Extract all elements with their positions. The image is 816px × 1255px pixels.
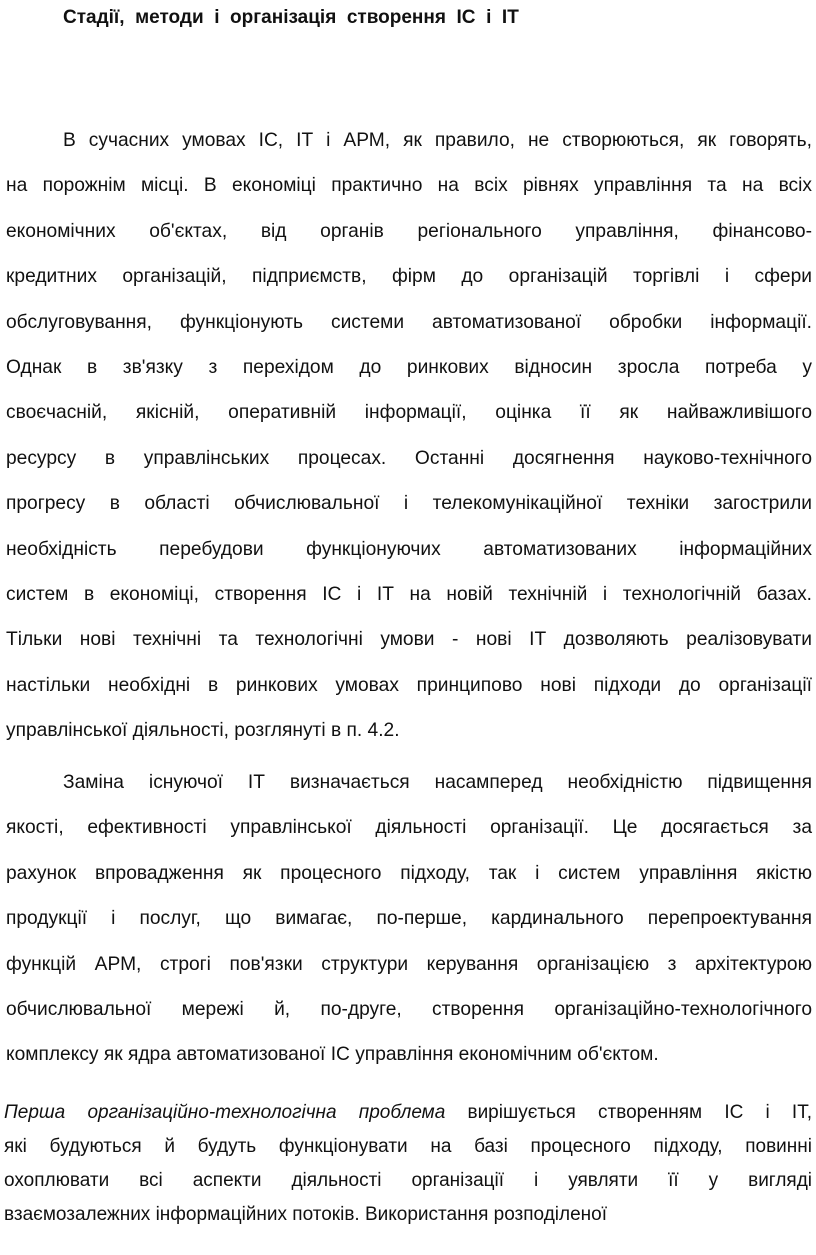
text-line — [4, 1096, 812, 1130]
text-line: Однак в зв'язку з перехідом до ринкових відносин зросла потреба у — [6, 356, 812, 378]
text-line: Тільки нові технічні та технологічні умови - нові ІТ дозволяють реалізовувати — [6, 629, 812, 651]
text-line: В сучасних умовах ІС, ІТ і АРМ, як правило, не створюються, як говорять, — [63, 130, 812, 151]
document-title: Стадії, методи і організація створення ІС і ІТ — [63, 7, 519, 28]
paragraph-1 — [6, 118, 812, 753]
text-line: кредитних організацій, підприємств, фірм до організацій торгівлі і сфери — [6, 266, 812, 288]
text-line: які будуються й будуть функціонувати на базі процесного підходу, повинні — [4, 1136, 812, 1157]
text-line: продукції і послуг, що вимагає, по-перше, кардинального перепроектування — [6, 908, 812, 930]
text-line: прогресу в області обчислювальної і телекомунікаційної техніки загострили — [6, 493, 812, 515]
text-line: необхідність перебудови функціонуючих автоматизованих інформаційних — [6, 538, 812, 560]
paragraph-2 — [6, 760, 812, 1078]
text-line: комплексу як ядра автоматизованої ІС управління економічним об'єктом. — [6, 1044, 659, 1066]
text-line: рахунок впровадження як процесного підходу, так і систем управління якістю — [6, 862, 812, 884]
text-line: обслуговування, функціонують системи автоматизованої обробки інформації. — [6, 311, 812, 333]
text-line: взаємозалежних інформаційних потоків. Використання розподіленої — [4, 1204, 608, 1225]
text-line: якості, ефективності управлінської діяльності організації. Це досягається за — [6, 817, 812, 839]
text-line: економічних об'єктах, від органів регіонального управління, фінансово- — [6, 220, 812, 242]
text-line: обчислювальної мережі й, по-друге, створення організаційно-технологічного — [6, 998, 812, 1020]
paragraph-3 — [4, 1096, 812, 1232]
text-line: управлінської діяльності, розглянуті в п. 4.2. — [6, 720, 400, 742]
text-line: систем в економіці, створення ІС і ІТ на новій технічній і технологічній базах. — [6, 583, 812, 605]
text-line: настільки необхідні в ринкових умовах принципово нові підходи до організації — [6, 674, 812, 696]
text-line: на порожнім місці. В економіці практично на всіх рівнях управління та на всіх — [6, 175, 812, 197]
text-line: Заміна існуючої ІТ визначається насамперед необхідністю підвищення — [63, 772, 812, 793]
text-line: охоплювати всі аспекти діяльності організації і уявляти її у вигляді — [4, 1170, 812, 1191]
text-line: ресурсу в управлінських процесах. Останні досягнення науково-технічного — [6, 447, 812, 469]
first-line-rest: вирішується створенням ІС і ІТ, — [445, 1102, 812, 1123]
italic-lead: Перша організаційно-технологічна проблема — [4, 1102, 446, 1123]
text-line: функцій АРМ, строгі пов'язки структури керування організацією з архітектурою — [6, 953, 812, 975]
text-line: своєчасній, якісній, оперативній інформації, оцінка її як найважливішого — [6, 402, 812, 424]
